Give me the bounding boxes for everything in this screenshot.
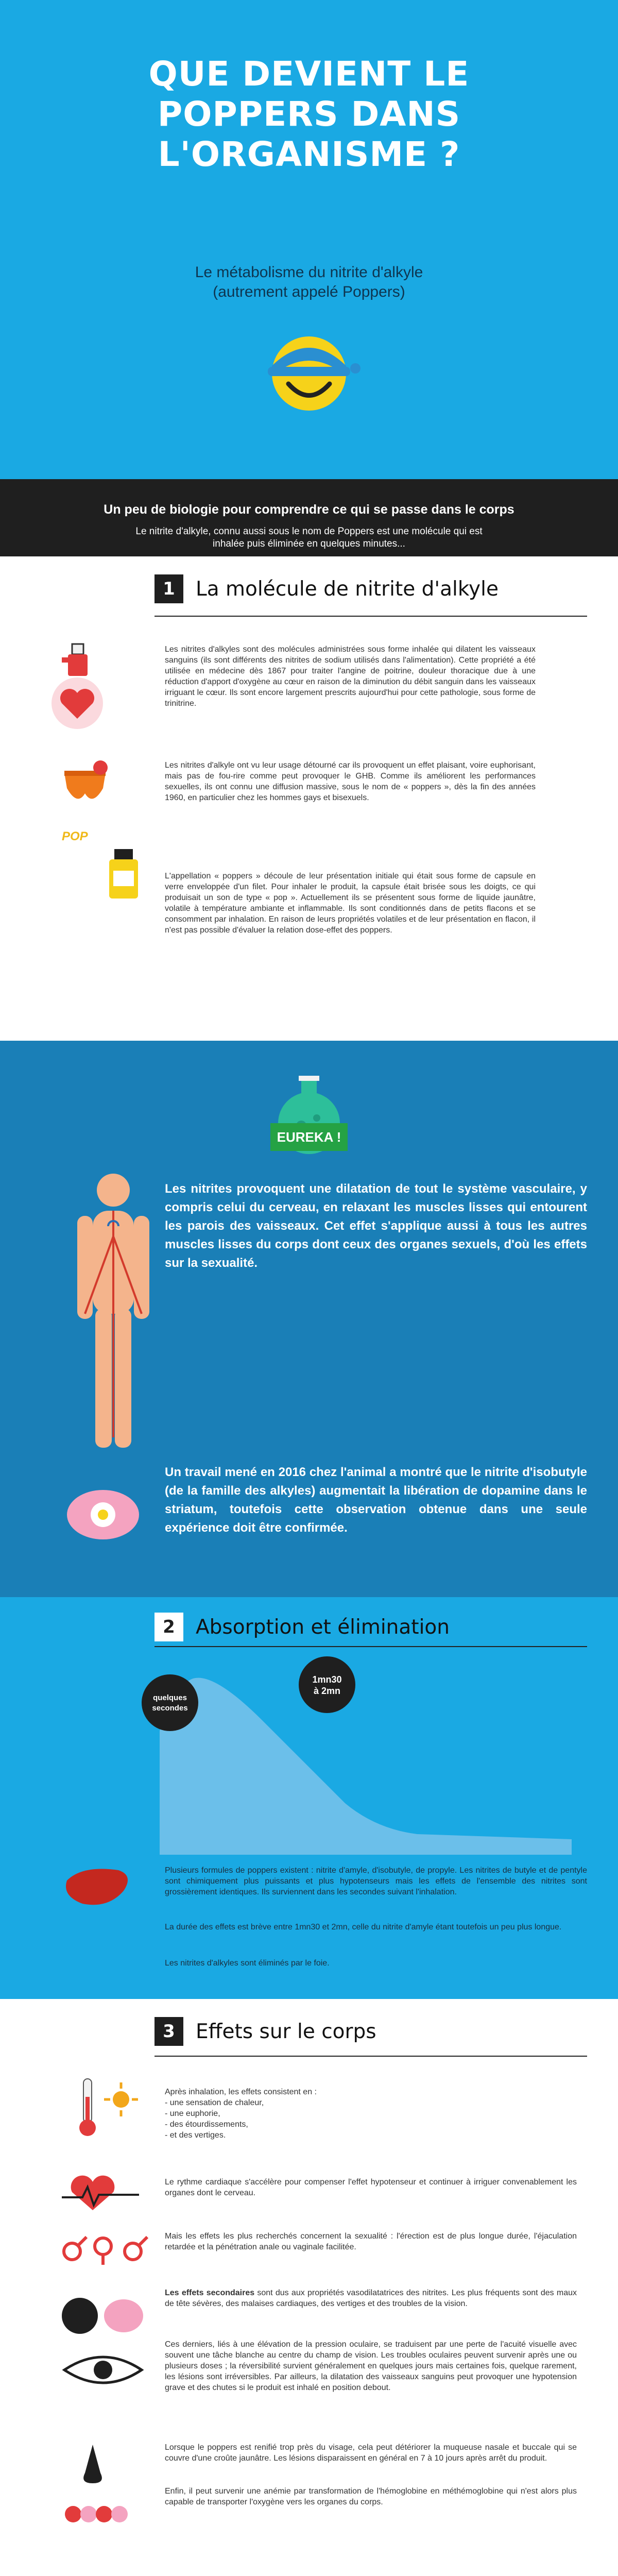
- inhaler-icon: [57, 639, 98, 680]
- section-divider: [154, 1646, 587, 1647]
- section-number: 3: [154, 2017, 183, 2046]
- intro-title: Un peu de biologie pour comprendre ce qui se passe dans le corps: [104, 502, 514, 517]
- section-number: 2: [154, 1613, 183, 1641]
- underwear-icon: [57, 757, 113, 814]
- hero-title: QUE DEVIENT LE POPPERS DANS L'ORGANISME ?: [148, 54, 470, 174]
- section-title: La molécule de nitrite d'alkyle: [196, 577, 499, 601]
- gender-symbols-icon: [57, 2231, 149, 2267]
- seconds-badge: quelques secondes: [142, 1674, 198, 1731]
- brain-flower-icon: [62, 1484, 144, 1546]
- intro-text: Le nitrite d'alkyle, connu aussi sous le nom de Poppers est une molécule qui est inhalée puis éliminée en quelques minutes...: [135, 526, 483, 549]
- head-pain-icon: [59, 2287, 147, 2339]
- section-divider: [154, 616, 587, 617]
- effects-list: Après inhalation, les effets consistent en : - une sensation de chaleur, - une euphorie, - des étourdissements, - et des vertiges.: [165, 2088, 317, 2140]
- section-number: 1: [154, 574, 183, 603]
- eureka-paragraph-2: Un travail mené en 2016 chez l'animal a montré que le nitrite d'isobutyle (de la famille des alkyles) augmentait la libération de dopamine dans le striatum, toutefois cette observation obtenue dans une seule expérience doit être confirmée.: [165, 1465, 587, 1535]
- section-title: Effets sur le corps: [196, 2020, 376, 2043]
- poppers-bottle-icon: [103, 845, 144, 902]
- eureka-paragraph-1: Les nitrites provoquent une dilatation de tout le système vasculaire, y compris celui du cerveau, en relaxant les muscles lisses qui entourent les parois des vaisseaux. Cet effet s'applique aussi à tous les autres muscles lisses du corps dont ceux des organes sexuels, d'où les effets sur la sexualité.: [165, 1182, 587, 1270]
- heart-circle-icon: [49, 675, 106, 732]
- hero-header: [0, 0, 618, 479]
- absorption-curve: [160, 1659, 572, 1855]
- blindfolded-smiley-icon: [252, 325, 366, 412]
- section-1-header: [154, 574, 499, 603]
- section-1-paragraph-1: Les nitrites d'alkyles sont des molécules administrées sous forme inhalée qui dilatent les vaisseaux sanguins (ils sont différents des nitrites de sodium utilisés dans l'alimentation). Cette propriété a été utilisée en médecine dès 1867 pour traiter l'angine de poitrine, douleur thoracique due à une réduction d'apport d'oxygène au cœur en raison de la diminution du débit sanguin dans les vaisseaux irriguant le cœur. Ils sont encore largement prescrits aujourd'hui pour cette pathologie, sous forme de trinitrine.: [165, 645, 536, 708]
- section-divider: [154, 2056, 587, 2057]
- section-title: Absorption et élimination: [196, 1615, 450, 1639]
- nose-paragraph: Lorsque le poppers est renifié trop près du visage, cela peut détériorer la muqueuse nasale et buccale qui se couvre d'une croûte jaunâtre. Les lésions disparaissent en général en 7 à 10 jours après arrêt du produit.: [165, 2443, 577, 2463]
- hero-subtitle: Le métabolisme du nitrite d'alkyle (autrement appelé Poppers): [195, 264, 423, 300]
- secondary-effects-paragraph: Les effets secondaires sont dus aux propriétés vasodilatatrices des nitrites. Les plus fréquents sont des maux de tête sévères, des malaises cardiaques, des vertiges et des troubles de la vision.: [165, 2289, 577, 2308]
- section-1-paragraph-2: Les nitrites d'alkyle ont vu leur usage détourné car ils provoquent un effet plaisant, voire euphorisant, mais pas de fou-rire comme peut provoquer le GHB. Comme ils améliorent les performances sexuelles, ils ont connu une diffusion massive, sous le nom de « poppers », dès la fin des années 1960, en particulier chez les hommes gays et bisexuels.: [165, 761, 536, 802]
- human-anatomy-icon: [62, 1170, 165, 1458]
- duration-badge: 1mn30 à 2mn: [299, 1656, 355, 1713]
- section-2-header: [154, 1613, 450, 1641]
- section-2-paragraph-1: Plusieurs formules de poppers existent : nitrite d'amyle, d'isobutyle, de propyle. Les nitrites de butyle et de pentyle sont chimiquement plus puissants et plus hypotenseurs mais les effets de l'ensemble des nitrites sont grossièrement identiques. Ils surviennent dans les secondes suivant l'inhalation.: [165, 1866, 587, 1896]
- thermometer-icon: [72, 2076, 103, 2138]
- vision-paragraph: Ces derniers, liés à une élévation de la pression oculaire, se traduisent par une perte de l'acuité visuelle avec souvent une tâche blanche au centre du champ de vision. Les troubles oculaires peuvent survenir après une ou plusieurs doses ; la réversibilité survient généralement en quelques jours mais certaines fois, quelque rarement, les lésions sont irréversibles. Par ailleurs, la dilatation des vaisseaux sanguins peut provoquer une hypotension grave et des chutes si le produit est inhalé en position debout.: [165, 2340, 577, 2392]
- section-1-paragraph-3: L'appellation « poppers » découle de leur présentation initiale qui était sous forme de capsule en verre enveloppée d'un filet. Pour inhaler le produit, la capsule était brisée sous les doigts, ce qui produisait un son de type « pop ». Actuellement ils se présentent sous forme de liquide jaunâtre, volatile à température ambiante et inflammable. Ils sont conditionnés dans de petits flacons et se consomment par inhalation. En raison de leurs propriétés volatiles et de leur présentation en flacon, il n'est pas possible d'évaluer la relation dose-effet des poppers.: [165, 872, 536, 935]
- sexuality-paragraph: Mais les effets les plus recherchés concernent la sexualité : l'érection est de plus longue durée, l'éjaculation retardée et la pénétration anale ou vaginale facilitée.: [165, 2232, 577, 2251]
- blood-cells-icon: [62, 2499, 129, 2530]
- section-3-header: [154, 2017, 376, 2046]
- nose-icon: [70, 2442, 116, 2488]
- sun-icon: [103, 2081, 139, 2117]
- heart-rate-paragraph: Le rythme cardiaque s'accélère pour compenser l'effet hypotenseur et continuer à irriguer convenablement les organes dont le cerveau.: [165, 2178, 577, 2197]
- eureka-label: EUREKA !: [270, 1123, 348, 1151]
- section-2-paragraph-2: La durée des effets est brève entre 1mn30 et 2mn, celle du nitrite d'amyle étant toutefois un peu plus longue.: [165, 1923, 562, 1931]
- liver-icon: [62, 1865, 134, 1911]
- anemia-paragraph: Enfin, il peut survenir une anémie par transformation de l'hémoglobine en méthémoglobine qui n'est alors plus capable de transporter l'oxygène vers les organes du corps.: [165, 2487, 577, 2506]
- section-2-paragraph-3: Les nitrites d'alkyles sont éliminés par le foie.: [165, 1959, 330, 1968]
- heartbeat-icon: [62, 2174, 139, 2215]
- pop-label: POP: [62, 829, 88, 843]
- intro-band: [0, 479, 618, 556]
- eye-icon: [59, 2349, 147, 2391]
